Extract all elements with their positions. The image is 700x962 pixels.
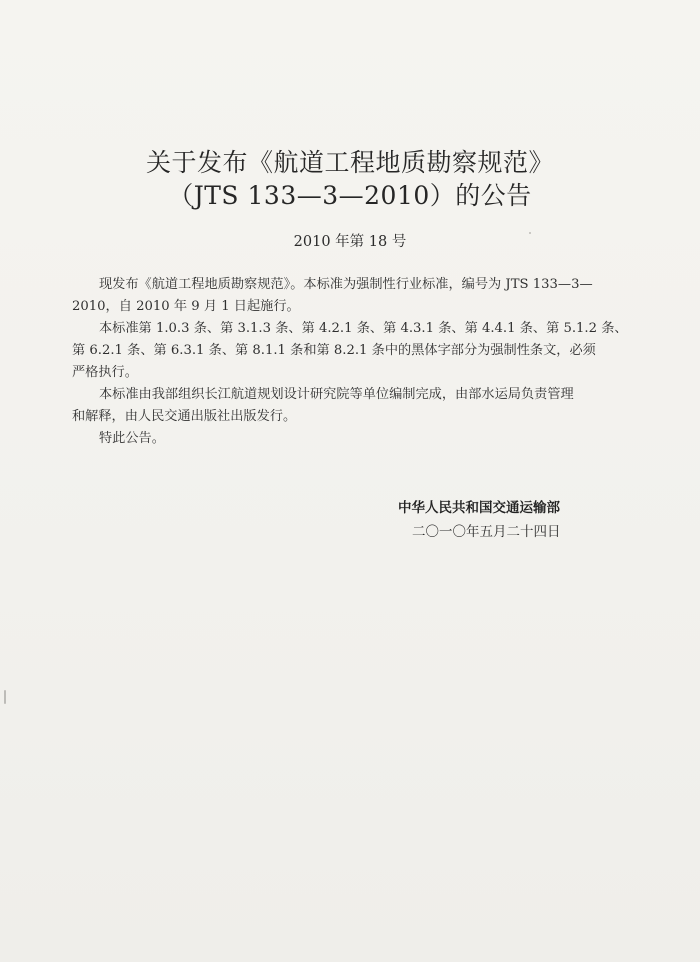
issue-date: 二〇一〇年五月二十四日 <box>412 524 561 540</box>
body-line: 严格执行。 <box>72 365 138 380</box>
body-line: 2010，自 2010 年 9 月 1 日起施行。 <box>72 299 300 314</box>
paper-speck <box>4 690 6 704</box>
announcement-body <box>72 274 628 450</box>
body-line: 和解释，由人民交通出版社出版发行。 <box>72 409 297 424</box>
paper-speck <box>529 232 531 234</box>
body-line: 现发布《航道工程地质勘察规范》。本标准为强制性行业标准，编号为 JTS 133—3— <box>99 277 593 292</box>
body-line: 本标准由我部组织长江航道规划设计研究院等单位编制完成，由部水运局负责管理 <box>99 387 574 402</box>
document-number: 2010 年第 18 号 <box>293 234 407 250</box>
announcement-title-line-2: （JTS 133—3—2010）的公告 <box>168 181 532 210</box>
announcement-title-line-1: 关于发布《航道工程地质勘察规范》 <box>145 148 554 177</box>
body-line: 第 6.2.1 条、第 6.3.1 条、第 8.1.1 条和第 8.2.1 条中的黑体字部分为强制性条文，必须 <box>72 343 596 358</box>
body-line: 本标准第 1.0.3 条、第 3.1.3 条、第 4.2.1 条、第 4.3.1 条、第 4.4.1 条、第 5.1.2 条、 <box>99 321 628 336</box>
issuing-organization: 中华人民共和国交通运输部 <box>398 500 560 516</box>
body-line: 特此公告。 <box>99 431 165 446</box>
